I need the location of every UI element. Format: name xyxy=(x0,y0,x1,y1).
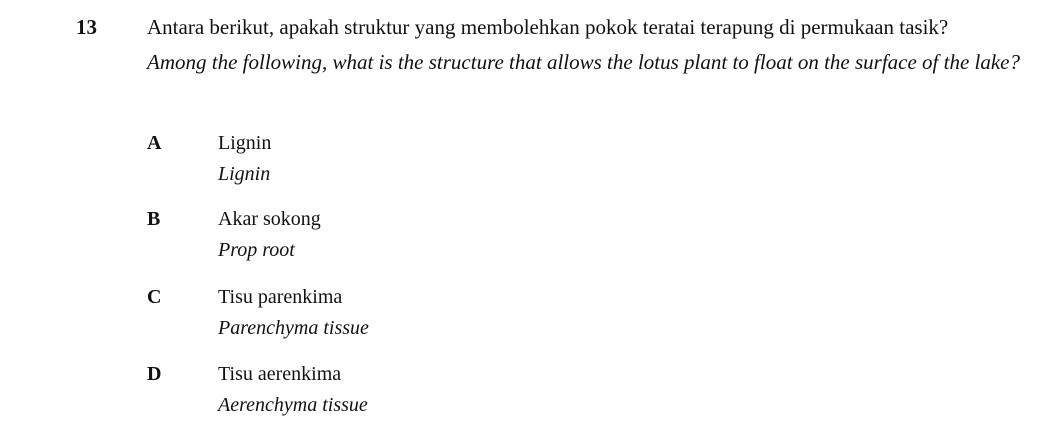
option-letter: A xyxy=(147,132,162,154)
question-text-malay: Antara berikut, apakah struktur yang membolehkan pokok teratai terapung di permukaan tasik? xyxy=(147,15,949,39)
option-text-english: Parenchyma tissue xyxy=(218,317,369,339)
question-number: 13 xyxy=(76,15,97,39)
answer-option-c[interactable] xyxy=(147,285,747,345)
answer-option-a[interactable] xyxy=(147,131,747,191)
option-text-malay: Tisu aerenkima xyxy=(218,363,342,385)
question-stem xyxy=(147,14,1027,75)
answer-option-b[interactable] xyxy=(147,207,747,267)
option-text-english: Lignin xyxy=(218,163,271,185)
option-text-english: Prop root xyxy=(218,239,295,261)
option-text-english: Aerenchyma tissue xyxy=(218,394,368,416)
option-text-malay: Tisu parenkima xyxy=(218,286,343,308)
question-text-english: Among the following, what is the structure that allows the lotus plant to float on the surface of the lake? xyxy=(147,50,1021,74)
answer-option-d[interactable] xyxy=(147,362,747,422)
option-text-malay: Akar sokong xyxy=(218,208,321,230)
option-letter: D xyxy=(147,363,162,385)
option-letter: C xyxy=(147,286,162,308)
option-text-malay: Lignin xyxy=(218,132,272,154)
option-letter: B xyxy=(147,208,161,230)
